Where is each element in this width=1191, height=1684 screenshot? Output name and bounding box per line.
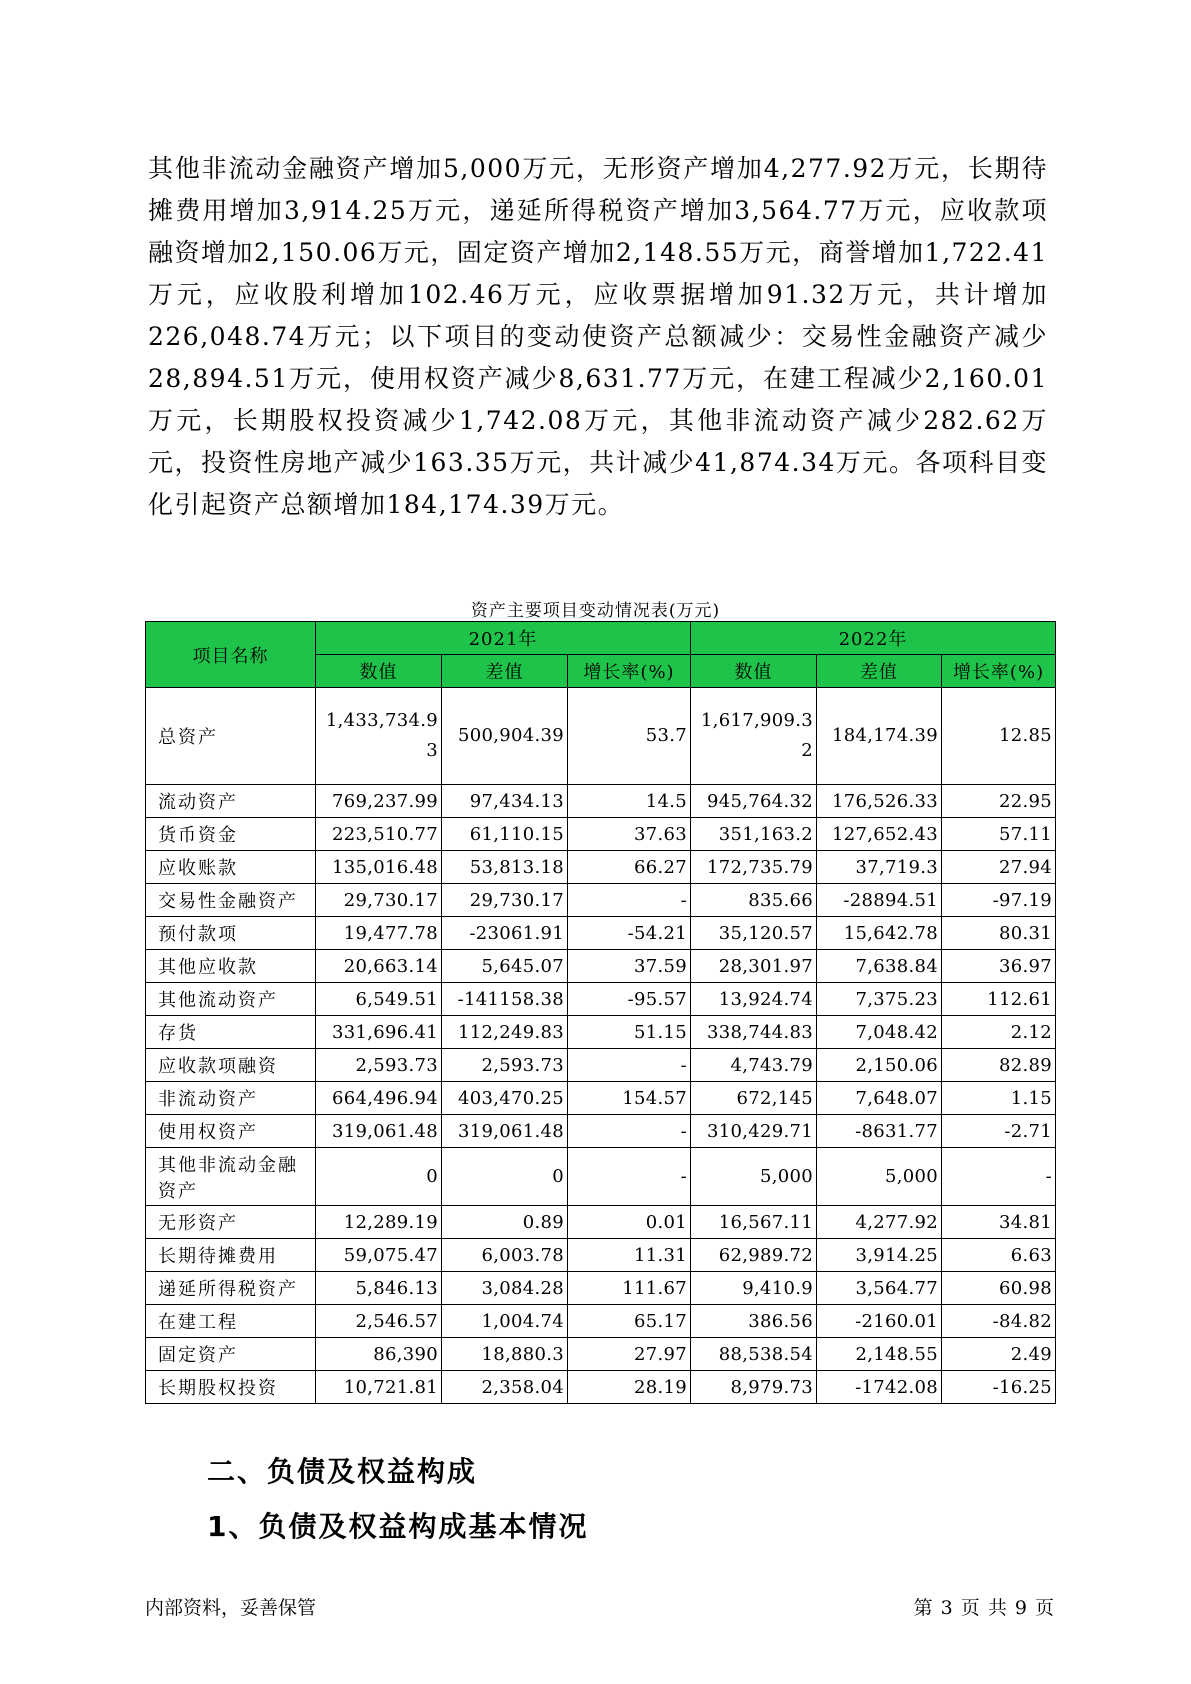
cell-value-2021: 331,696.41 <box>316 1016 442 1049</box>
cell-diff-2021: 53,813.18 <box>442 851 568 884</box>
cell-rate-2022: 1.15 <box>942 1082 1056 1115</box>
header-value-2021: 数值 <box>316 655 442 688</box>
table-row <box>146 1305 1056 1338</box>
row-item-name: 存货 <box>146 1016 316 1049</box>
cell-value-2022: 5,000 <box>691 1148 817 1206</box>
cell-rate-2022: -97.19 <box>942 884 1056 917</box>
cell-diff-2022: 2,148.55 <box>817 1338 942 1371</box>
table-row <box>146 950 1056 983</box>
cell-diff-2022: 3,914.25 <box>817 1239 942 1272</box>
table-row <box>146 983 1056 1016</box>
table-caption: 资产主要项目变动情况表(万元) <box>470 601 721 621</box>
cell-value-2022: 172,735.79 <box>691 851 817 884</box>
cell-rate-2022: 27.94 <box>942 851 1056 884</box>
cell-rate-2021: - <box>568 1115 691 1148</box>
row-item-name: 预付款项 <box>146 917 316 950</box>
cell-rate-2021: 14.5 <box>568 785 691 818</box>
header-year-2021: 2021年 <box>316 622 691 655</box>
cell-value-2021: 319,061.48 <box>316 1115 442 1148</box>
cell-diff-2022: -2160.01 <box>817 1305 942 1338</box>
cell-rate-2022: 34.81 <box>942 1206 1056 1239</box>
cell-value-2022: 13,924.74 <box>691 983 817 1016</box>
cell-rate-2022: 80.31 <box>942 917 1056 950</box>
asset-changes-table <box>145 621 1056 1404</box>
row-item-name: 货币资金 <box>146 818 316 851</box>
cell-rate-2022: 6.63 <box>942 1239 1056 1272</box>
header-rate-2021: 增长率(%) <box>568 655 691 688</box>
cell-diff-2021: 112,249.83 <box>442 1016 568 1049</box>
row-item-name: 总资产 <box>146 688 316 785</box>
cell-diff-2022: 127,652.43 <box>817 818 942 851</box>
row-item-name: 交易性金融资产 <box>146 884 316 917</box>
table-row <box>146 1148 1056 1206</box>
row-item-name: 在建工程 <box>146 1305 316 1338</box>
cell-rate-2021: 37.59 <box>568 950 691 983</box>
cell-value-2021: 664,496.94 <box>316 1082 442 1115</box>
cell-value-2021: 29,730.17 <box>316 884 442 917</box>
cell-value-2022: 16,567.11 <box>691 1206 817 1239</box>
cell-rate-2021: - <box>568 884 691 917</box>
cell-diff-2021: -23061.91 <box>442 917 568 950</box>
cell-diff-2021: 1,004.74 <box>442 1305 568 1338</box>
cell-rate-2021: 66.27 <box>568 851 691 884</box>
cell-diff-2022: 4,277.92 <box>817 1206 942 1239</box>
cell-diff-2021: 2,358.04 <box>442 1371 568 1404</box>
cell-value-2022: 1,617,909.32 <box>691 688 817 785</box>
cell-rate-2021: 154.57 <box>568 1082 691 1115</box>
cell-diff-2022: 5,000 <box>817 1148 942 1206</box>
cell-value-2021: 223,510.77 <box>316 818 442 851</box>
cell-rate-2022: 82.89 <box>942 1049 1056 1082</box>
cell-rate-2021: 0.01 <box>568 1206 691 1239</box>
cell-rate-2021: 11.31 <box>568 1239 691 1272</box>
cell-value-2022: 945,764.32 <box>691 785 817 818</box>
cell-value-2021: 20,663.14 <box>316 950 442 983</box>
table-row <box>146 1115 1056 1148</box>
cell-diff-2022: 15,642.78 <box>817 917 942 950</box>
cell-value-2021: 2,593.73 <box>316 1049 442 1082</box>
cell-diff-2021: 0.89 <box>442 1206 568 1239</box>
cell-rate-2021: 53.7 <box>568 688 691 785</box>
header-year-2022: 2022年 <box>691 622 1056 655</box>
cell-rate-2021: 51.15 <box>568 1016 691 1049</box>
cell-value-2021: 5,846.13 <box>316 1272 442 1305</box>
cell-value-2021: 6,549.51 <box>316 983 442 1016</box>
cell-rate-2022: -2.71 <box>942 1115 1056 1148</box>
row-item-name: 非流动资产 <box>146 1082 316 1115</box>
table-row <box>146 917 1056 950</box>
cell-rate-2022: -84.82 <box>942 1305 1056 1338</box>
header-diff-2021: 差值 <box>442 655 568 688</box>
row-item-name: 应收款项融资 <box>146 1049 316 1082</box>
header-rate-2022: 增长率(%) <box>942 655 1056 688</box>
cell-diff-2021: -141158.38 <box>442 983 568 1016</box>
footer-page-number: 第 3 页 共 9 页 <box>913 1597 1055 1619</box>
table-row <box>146 818 1056 851</box>
header-diff-2022: 差值 <box>817 655 942 688</box>
cell-value-2022: 28,301.97 <box>691 950 817 983</box>
cell-diff-2021: 0 <box>442 1148 568 1206</box>
cell-rate-2022: 22.95 <box>942 785 1056 818</box>
cell-value-2022: 8,979.73 <box>691 1371 817 1404</box>
cell-diff-2022: 7,648.07 <box>817 1082 942 1115</box>
cell-rate-2022: 57.11 <box>942 818 1056 851</box>
cell-diff-2022: 7,638.84 <box>817 950 942 983</box>
table-row <box>146 1272 1056 1305</box>
cell-value-2021: 59,075.47 <box>316 1239 442 1272</box>
cell-rate-2022: 2.49 <box>942 1338 1056 1371</box>
table-row <box>146 1016 1056 1049</box>
subsection-heading: 1、负债及权益构成基本情况 <box>207 1510 589 1543</box>
cell-rate-2021: - <box>568 1148 691 1206</box>
row-item-name: 长期股权投资 <box>146 1371 316 1404</box>
table-row <box>146 1371 1056 1404</box>
row-item-name: 无形资产 <box>146 1206 316 1239</box>
cell-rate-2022: - <box>942 1148 1056 1206</box>
cell-rate-2021: 111.67 <box>568 1272 691 1305</box>
cell-rate-2022: 60.98 <box>942 1272 1056 1305</box>
cell-diff-2022: -1742.08 <box>817 1371 942 1404</box>
cell-value-2022: 4,743.79 <box>691 1049 817 1082</box>
table-row <box>146 851 1056 884</box>
cell-diff-2021: 3,084.28 <box>442 1272 568 1305</box>
cell-value-2022: 62,989.72 <box>691 1239 817 1272</box>
cell-rate-2021: -54.21 <box>568 917 691 950</box>
cell-rate-2021: 28.19 <box>568 1371 691 1404</box>
row-item-name: 其他应收款 <box>146 950 316 983</box>
cell-diff-2021: 61,110.15 <box>442 818 568 851</box>
cell-rate-2021: 27.97 <box>568 1338 691 1371</box>
header-item-name: 项目名称 <box>146 622 316 688</box>
body-paragraph: 其他非流动金融资产增加5,000万元，无形资产增加4,277.92万元，长期待摊费用增加3,914.25万元，递延所得税资产增加3,564.77万元，应收款项融资增加2,150.06万元，固定资产增加2,148.55万元，商誉增加1,722.41万元，应收股利增加102.46万元，应收票据增加91.32万元，共计增加226,048.74万元；以下项目的变动使资产总额减少：交易性金融资产减少28,894.51万元，使用权资产减少8,631.77万元，在建工程减少2,160.01万元，长期股权投资减少1,742.08万元，其他非流动资产减少282.62万元，投资性房地产减少163.35万元，共计减少41,874.34万元。各项科目变化引起资产总额增加184,174.39万元。 <box>148 154 1048 519</box>
cell-diff-2021: 500,904.39 <box>442 688 568 785</box>
cell-rate-2021: 65.17 <box>568 1305 691 1338</box>
cell-diff-2021: 6,003.78 <box>442 1239 568 1272</box>
table-row <box>146 1082 1056 1115</box>
cell-diff-2022: 7,048.42 <box>817 1016 942 1049</box>
cell-rate-2021: - <box>568 1049 691 1082</box>
cell-value-2022: 386.56 <box>691 1305 817 1338</box>
cell-rate-2022: 112.61 <box>942 983 1056 1016</box>
cell-value-2022: 835.66 <box>691 884 817 917</box>
table-body <box>146 688 1056 1404</box>
cell-diff-2022: 2,150.06 <box>817 1049 942 1082</box>
cell-value-2022: 338,744.83 <box>691 1016 817 1049</box>
cell-value-2021: 12,289.19 <box>316 1206 442 1239</box>
cell-value-2022: 35,120.57 <box>691 917 817 950</box>
cell-diff-2021: 319,061.48 <box>442 1115 568 1148</box>
cell-value-2021: 2,546.57 <box>316 1305 442 1338</box>
cell-rate-2022: 12.85 <box>942 688 1056 785</box>
cell-value-2022: 310,429.71 <box>691 1115 817 1148</box>
row-item-name: 固定资产 <box>146 1338 316 1371</box>
cell-diff-2021: 403,470.25 <box>442 1082 568 1115</box>
footer-confidential-note: 内部资料，妥善保管 <box>145 1597 317 1619</box>
row-item-name: 流动资产 <box>146 785 316 818</box>
cell-diff-2022: -28894.51 <box>817 884 942 917</box>
cell-diff-2021: 2,593.73 <box>442 1049 568 1082</box>
row-item-name: 应收账款 <box>146 851 316 884</box>
row-item-name: 递延所得税资产 <box>146 1272 316 1305</box>
header-value-2022: 数值 <box>691 655 817 688</box>
cell-value-2022: 88,538.54 <box>691 1338 817 1371</box>
cell-value-2022: 351,163.2 <box>691 818 817 851</box>
table-row <box>146 1206 1056 1239</box>
section-heading: 二、负债及权益构成 <box>207 1455 478 1488</box>
table-row <box>146 1239 1056 1272</box>
cell-value-2021: 1,433,734.93 <box>316 688 442 785</box>
cell-value-2021: 19,477.78 <box>316 917 442 950</box>
cell-rate-2021: 37.63 <box>568 818 691 851</box>
cell-diff-2022: 7,375.23 <box>817 983 942 1016</box>
cell-value-2021: 86,390 <box>316 1338 442 1371</box>
cell-value-2021: 0 <box>316 1148 442 1206</box>
cell-diff-2021: 18,880.3 <box>442 1338 568 1371</box>
cell-rate-2022: 36.97 <box>942 950 1056 983</box>
cell-value-2022: 9,410.9 <box>691 1272 817 1305</box>
table-row <box>146 1049 1056 1082</box>
row-item-name: 长期待摊费用 <box>146 1239 316 1272</box>
table-row <box>146 884 1056 917</box>
table-row <box>146 688 1056 785</box>
cell-value-2021: 769,237.99 <box>316 785 442 818</box>
cell-rate-2022: 2.12 <box>942 1016 1056 1049</box>
row-item-name: 使用权资产 <box>146 1115 316 1148</box>
row-item-name: 其他非流动金融资产 <box>146 1148 316 1206</box>
cell-rate-2021: -95.57 <box>568 983 691 1016</box>
cell-value-2021: 135,016.48 <box>316 851 442 884</box>
cell-diff-2022: 3,564.77 <box>817 1272 942 1305</box>
cell-diff-2022: 37,719.3 <box>817 851 942 884</box>
cell-diff-2021: 97,434.13 <box>442 785 568 818</box>
table-row <box>146 1338 1056 1371</box>
cell-diff-2022: -8631.77 <box>817 1115 942 1148</box>
cell-value-2022: 672,145 <box>691 1082 817 1115</box>
cell-diff-2022: 176,526.33 <box>817 785 942 818</box>
cell-rate-2022: -16.25 <box>942 1371 1056 1404</box>
cell-value-2021: 10,721.81 <box>316 1371 442 1404</box>
cell-diff-2021: 29,730.17 <box>442 884 568 917</box>
cell-diff-2022: 184,174.39 <box>817 688 942 785</box>
cell-diff-2021: 5,645.07 <box>442 950 568 983</box>
row-item-name: 其他流动资产 <box>146 983 316 1016</box>
table-row <box>146 785 1056 818</box>
